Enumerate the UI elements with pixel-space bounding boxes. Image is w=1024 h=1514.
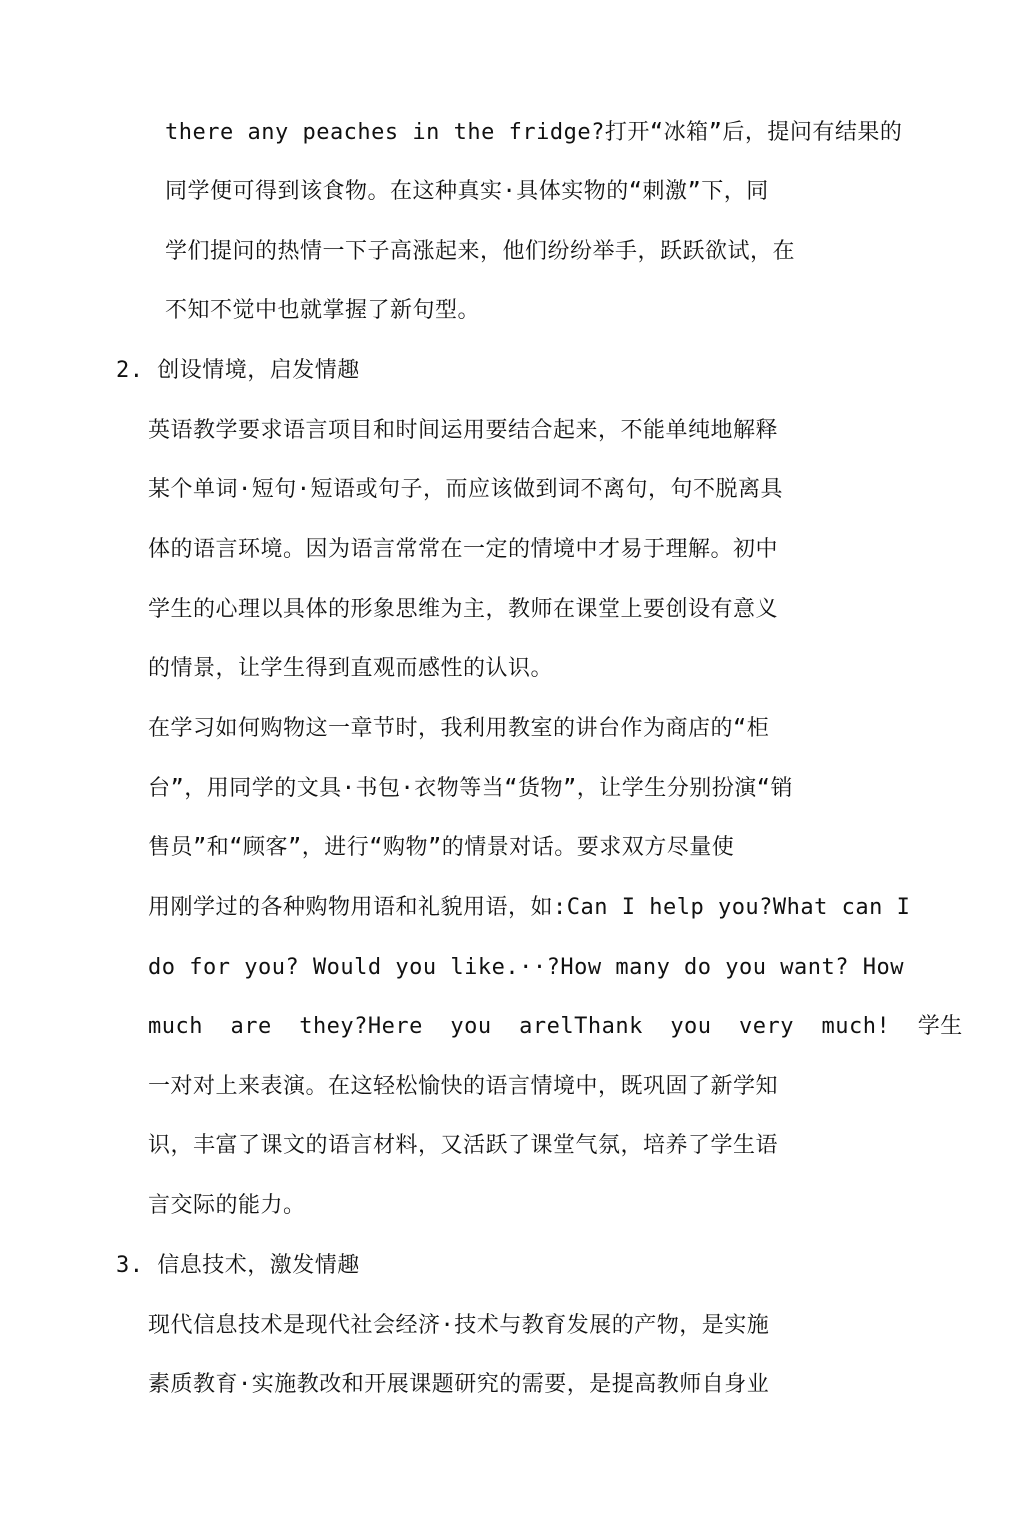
paragraph-line: 一对对上来表演。在这轻松愉快的语言情境中，既巩固了新学知 — [148, 1074, 779, 1099]
paragraph-line: 用刚学过的各种购物用语和礼貌用语，如:Can I help you?What can I — [148, 895, 911, 920]
paragraph-line: 素质教育·实施教改和开展课题研究的需要，是提高教师自身业 — [148, 1372, 770, 1397]
paragraph-line: there any peaches in the fridge?打开“冰箱”后，提问有结果的 — [165, 120, 903, 145]
paragraph-line: 在学习如何购物这一章节时，我利用教室的讲台作为商店的“柜 — [148, 716, 770, 741]
paragraph-line: 台”，用同学的文具·书包·衣物等当“货物”，让学生分别扮演“销 — [148, 776, 793, 801]
paragraph-line: much are they?Here you arelThank you very much! 学生 — [148, 1014, 963, 1039]
paragraph-line: 学生的心理以具体的形象思维为主，教师在课堂上要创设有意义 — [148, 597, 779, 622]
paragraph-line: 同学便可得到该食物。在这种真实·具体实物的“刺激”下，同 — [165, 179, 769, 204]
paragraph-line: 学们提问的热情一下子高涨起来，他们纷纷举手，跃跃欲试，在 — [165, 239, 796, 264]
paragraph-line: 识，丰富了课文的语言材料，又活跃了课堂气氛，培养了学生语 — [148, 1133, 779, 1158]
paragraph-line: 不知不觉中也就掌握了新句型。 — [165, 298, 481, 323]
paragraph-line: 现代信息技术是现代社会经济·技术与教育发展的产物，是实施 — [148, 1313, 770, 1338]
section-heading: 2. 创设情境，启发情趣 — [116, 358, 360, 383]
paragraph-line: 言交际的能力。 — [148, 1193, 306, 1218]
paragraph-line: 某个单词·短句·短语或句子，而应该做到词不离句，句不脱离具 — [148, 477, 783, 502]
paragraph-line: 英语教学要求语言项目和时间运用要结合起来，不能单纯地解释 — [148, 418, 779, 443]
paragraph-line: 体的语言环境。因为语言常常在一定的情境中才易于理解。初中 — [148, 537, 779, 562]
paragraph-line: 的情景，让学生得到直观而感性的认识。 — [148, 656, 554, 681]
section-heading: 3. 信息技术，激发情趣 — [116, 1253, 360, 1278]
paragraph-line: 售员”和“顾客”，进行“购物”的情景对话。要求双方尽量使 — [148, 835, 735, 860]
paragraph-line: do for you? Would you like.··?How many do you want? How — [148, 955, 904, 980]
